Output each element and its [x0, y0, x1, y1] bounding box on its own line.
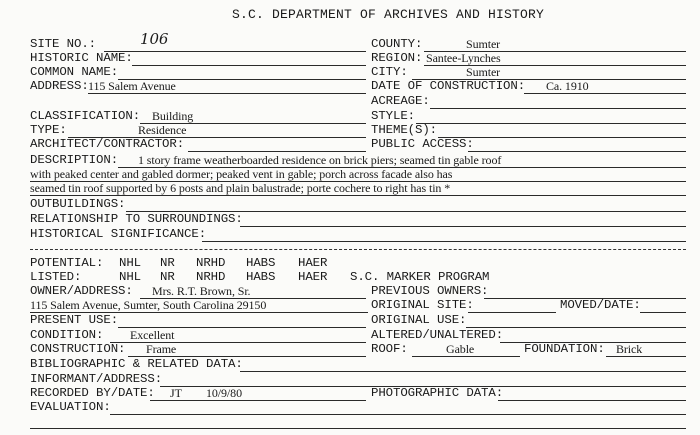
recorded-rule — [150, 400, 366, 401]
region-rule — [424, 65, 686, 66]
potential-nr: NR — [160, 256, 175, 270]
acreage-label: ACREAGE: — [371, 94, 430, 108]
listed-nr: NR — [160, 270, 175, 284]
significance-label: HISTORICAL SIGNIFICANCE: — [30, 227, 207, 241]
evaluation-rule — [110, 414, 686, 415]
county-label: COUNTY: — [371, 37, 423, 51]
description-line-3: seamed tin roof supported by 6 posts and plain balustrade; porte cochere to right has tin * — [30, 181, 451, 195]
bibliographic-rule — [240, 371, 686, 372]
photographic-rule — [498, 400, 686, 401]
roof-label: ROOF: — [371, 342, 408, 356]
section-divider — [30, 249, 686, 250]
listed-haer: HAER — [298, 270, 328, 284]
recorded-label: RECORDED BY/DATE: — [30, 386, 155, 400]
date-rule — [524, 93, 686, 94]
public-access-label: PUBLIC ACCESS: — [371, 137, 474, 151]
construction-value: Frame — [146, 342, 177, 356]
type-label: TYPE: — [30, 123, 67, 137]
significance-rule — [202, 241, 686, 242]
outbuildings-label: OUTBUILDINGS: — [30, 197, 126, 211]
evaluation-label: EVALUATION: — [30, 400, 111, 414]
description-line-1: 1 story frame weatherboarded residence on brick piers; seamed tin gable roof — [138, 153, 502, 167]
classification-label: CLASSIFICATION: — [30, 109, 141, 123]
moved-date-rule — [640, 312, 686, 313]
style-rule — [416, 123, 686, 124]
original-site-rule — [468, 312, 556, 313]
construction-label: CONSTRUCTION: — [30, 342, 126, 356]
listed-label: LISTED: — [30, 270, 82, 284]
themes-label: THEME(S): — [371, 123, 438, 137]
acreage-rule — [430, 108, 686, 109]
themes-rule — [438, 137, 686, 138]
potential-label: POTENTIAL: — [30, 256, 104, 270]
relationship-label: RELATIONSHIP TO SURROUNDINGS: — [30, 212, 243, 226]
original-use-label: ORIGINAL USE: — [371, 313, 467, 327]
city-label: CITY: — [371, 65, 408, 79]
style-label: STYLE: — [371, 109, 416, 123]
address-label: ADDRESS: — [30, 79, 89, 93]
bottom-rule — [30, 428, 686, 429]
marker-program-label: S.C. MARKER PROGRAM — [350, 270, 490, 284]
description-line-2: with peaked center and gabled dormer; peaked vent in gable; porch across facade also has — [30, 167, 453, 181]
site-no-value: 106 — [140, 30, 169, 48]
classification-value: Building — [152, 109, 194, 123]
foundation-rule — [606, 356, 686, 357]
listed-nhl: NHL — [119, 270, 142, 284]
owner-label: OWNER/ADDRESS: — [30, 284, 133, 298]
listed-nrhd: NRHD — [196, 270, 226, 284]
foundation-value: Brick — [616, 342, 643, 356]
roof-rule — [412, 356, 520, 357]
historic-name-label: HISTORIC NAME: — [30, 51, 133, 65]
moved-date-label: MOVED/DATE: — [560, 298, 641, 312]
recorded-by-value: JT — [170, 386, 182, 400]
region-label: REGION: — [371, 51, 423, 65]
bibliographic-label: BIBLIOGRAPHIC & RELATED DATA: — [30, 357, 243, 371]
region-value: Santee-Lynches — [426, 51, 501, 65]
description-rule-3 — [30, 195, 686, 196]
owner-value: Mrs. R.T. Brown, Sr. — [152, 284, 251, 298]
original-site-label: ORIGINAL SITE: — [371, 298, 474, 312]
date-label: DATE OF CONSTRUCTION: — [371, 79, 526, 93]
potential-nrhd: NRHD — [196, 256, 226, 270]
site-no-label: SITE NO.: — [30, 37, 97, 51]
potential-haer: HAER — [298, 256, 328, 270]
historic-name-rule — [132, 65, 366, 66]
potential-habs: HABS — [246, 256, 276, 270]
altered-label: ALTERED/UNALTERED: — [371, 328, 504, 342]
public-access-rule — [468, 151, 686, 152]
relationship-rule — [240, 226, 686, 227]
architect-rule — [188, 151, 366, 152]
present-use-label: PRESENT USE: — [30, 313, 119, 327]
address-value: 115 Salem Avenue — [88, 79, 176, 93]
architect-label: ARCHITECT/CONTRACTOR: — [30, 137, 185, 151]
city-value: Sumter — [466, 65, 501, 79]
site-no-rule — [104, 51, 366, 52]
common-name-label: COMMON NAME: — [30, 65, 119, 79]
foundation-label: FOUNDATION: — [524, 342, 605, 356]
county-value: Sumter — [466, 37, 501, 51]
type-value: Residence — [138, 123, 187, 137]
recorded-date-value: 10/9/80 — [206, 386, 242, 400]
description-label: DESCRIPTION: — [30, 153, 119, 167]
date-value: Ca. 1910 — [546, 79, 589, 93]
previous-owners-label: PREVIOUS OWNERS: — [371, 284, 489, 298]
potential-nhl: NHL — [119, 256, 142, 270]
condition-label: CONDITION: — [30, 328, 104, 342]
informant-label: INFORMANT/ADDRESS: — [30, 372, 163, 386]
roof-value: Gable — [446, 342, 475, 356]
owner-address: 115 Salem Avenue, Sumter, South Carolina 29150 — [30, 298, 267, 312]
form-title: S.C. DEPARTMENT OF ARCHIVES AND HISTORY — [232, 7, 545, 22]
listed-habs: HABS — [246, 270, 276, 284]
address-rule — [88, 93, 366, 94]
photographic-label: PHOTOGRAPHIC DATA: — [371, 386, 504, 400]
condition-value: Excellent — [130, 328, 175, 342]
